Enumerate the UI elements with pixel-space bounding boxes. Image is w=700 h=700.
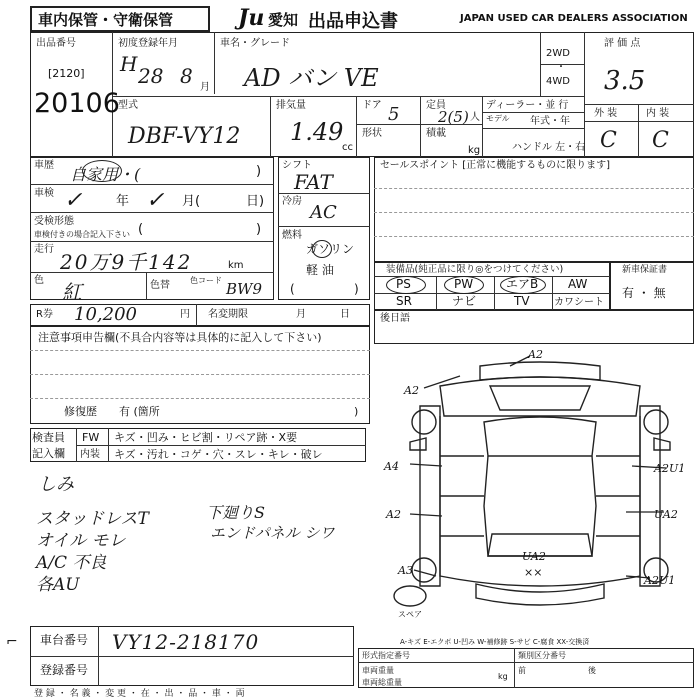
doors-label: ドア: [362, 100, 382, 111]
score-value: 3.5: [604, 66, 646, 96]
vehicle-weight-label: 車両重量: [362, 666, 394, 675]
load-label: 積載: [426, 128, 446, 139]
color-value: 紅: [62, 280, 82, 304]
fuel-diesel: 軽 油: [306, 263, 334, 277]
doors-value: 5: [388, 104, 400, 125]
notes-repair-close: ): [354, 405, 359, 418]
color-code-label: 色コード: [190, 276, 222, 285]
shift-label: シフト: [282, 160, 312, 171]
score-label: 評 価 点: [604, 38, 641, 49]
ju-logo: Ju: [238, 5, 265, 31]
inspection-month: 月(: [182, 194, 201, 209]
equip-airbag-circle: [500, 276, 546, 294]
reception-label: 受検形態: [34, 216, 74, 227]
inspector-label-2: 記入欄: [32, 447, 65, 460]
dealer-parallel: ディーラー・並 行: [486, 100, 569, 111]
fuel-close: ): [354, 282, 359, 296]
displacement-value: 1.49: [290, 118, 344, 146]
name-change-day: 日: [340, 309, 350, 320]
history-label: 車歴: [34, 160, 54, 171]
equip-ps: PS: [396, 277, 411, 291]
recycle-label: R券: [36, 309, 53, 320]
damage-legend: A-キズ E-エクボ U-凹み W-補修跡 S-サビ C-腐食 XX-交換済: [400, 638, 590, 646]
diag-label-rear-center: UA2: [522, 550, 546, 563]
fuel-open: (: [290, 282, 295, 296]
mileage-value: 20万9千142: [60, 250, 193, 274]
warranty-value: 有 ・ 無: [622, 286, 666, 300]
form-title: 出品申込書: [308, 11, 398, 32]
mileage-label: 走行: [34, 244, 54, 255]
exterior-label: 外 装: [594, 108, 618, 119]
reception-open: (: [138, 222, 144, 237]
lot-number: 20106: [34, 88, 120, 119]
chassis-value: VY12-218170: [112, 630, 260, 654]
diag-label-rear-left: A3: [398, 564, 413, 577]
type-number-label: 形式指定番号: [362, 651, 410, 660]
inspector-label-1: 検査員: [32, 431, 65, 444]
storage-label: 車内保管・守衛保管: [38, 11, 174, 29]
name-grade-label: 車名・グレード: [220, 38, 290, 49]
mileage-unit: km: [228, 260, 244, 271]
color-code-value: BW9: [226, 280, 262, 298]
diag-label-rear-exchange: ××: [524, 566, 543, 579]
drive-dot: ・: [556, 62, 566, 73]
region-label: 愛知: [268, 11, 299, 29]
shape-label: 形状: [362, 128, 382, 139]
dealer-model-label: モデル: [486, 114, 510, 123]
inspection-mark-1: ✓: [64, 188, 83, 213]
registration-label: 初度登録年月: [118, 38, 178, 49]
inspector-interior: 内装: [80, 449, 100, 460]
model-label: 型式: [118, 100, 138, 111]
weight-rear: 後: [588, 666, 596, 675]
interior-label: 内 装: [646, 108, 670, 119]
diag-spare-label: スペア: [398, 610, 422, 619]
reception-note: 車検付きの場合記入下さい: [34, 230, 130, 239]
postscript-label: 後日語: [380, 313, 410, 324]
equip-sr: SR: [396, 294, 412, 308]
diag-label-left-rear: A2: [386, 508, 401, 521]
equip-navi: ナビ: [452, 294, 477, 308]
equip-aw: AW: [568, 277, 588, 291]
drive-2wd: 2WD: [546, 48, 570, 59]
diag-label-rear-right: A2U1: [644, 574, 676, 587]
reception-close: ): [256, 222, 262, 237]
name-change-label: 名変期限: [208, 309, 248, 320]
equip-leather: カワシート: [554, 297, 604, 308]
drive-4wd: 4WD: [546, 76, 570, 87]
notes-label: 注意事項申告欄(不具合内容等は具体的に記入して下さい): [38, 331, 322, 344]
category-number-label: 類別区分番号: [518, 651, 566, 660]
remark-2: スタッドレスT: [36, 509, 149, 529]
warranty-label: 新車保証書: [622, 265, 668, 275]
dealer-model-values: 年式・年: [530, 116, 570, 127]
recycle-unit: 円: [180, 309, 190, 320]
capacity-unit: 人: [470, 112, 480, 123]
equip-ps-circle: [386, 276, 426, 294]
remark-5: 各AU: [36, 575, 80, 595]
inspection-year: 年: [116, 194, 130, 209]
history-close: ): [256, 164, 262, 179]
fuel-gas: ガソリン: [306, 242, 355, 256]
side-mark: ⌐: [6, 634, 18, 650]
equipment-label: 装備品(純正品に限り◎をつけてください): [386, 264, 564, 275]
displacement-label: 排気量: [276, 100, 306, 111]
car-damage-diagram: [380, 346, 694, 636]
shift-value: FAT: [294, 170, 333, 194]
registration-era: H: [120, 52, 138, 76]
capacity-value: 2(5): [438, 108, 469, 126]
dealer-handle: ハンドル 左・右: [512, 142, 586, 153]
fuel-circle: [312, 240, 332, 258]
selling-points-section: [374, 157, 694, 262]
weight-kg: kg: [498, 672, 508, 681]
equip-airbag: エアB: [506, 277, 539, 291]
history-circle: [82, 160, 122, 182]
capacity-label: 定員: [426, 100, 446, 111]
registration-year: 28: [138, 64, 164, 88]
inspector-fw: FW: [82, 431, 100, 444]
interior-value: C: [652, 128, 669, 153]
lot-label: 出品番号: [36, 38, 76, 49]
fuel-label: 燃料: [282, 230, 302, 241]
reg-number-label: 登録番号: [40, 663, 89, 677]
inspector-fw-items: キズ・凹み・ヒビ割・リペア跡・X要: [114, 431, 298, 444]
name-grade-value: AD バン VE: [244, 64, 379, 92]
equip-pw-circle: [444, 276, 484, 294]
ac-value: AC: [310, 202, 337, 223]
name-change-month: 月: [296, 309, 306, 320]
exterior-value: C: [600, 128, 617, 153]
color-swap-label: 色替: [150, 280, 170, 291]
color-label: 色: [34, 275, 44, 286]
equip-pw: PW: [454, 277, 474, 291]
weight-front: 前: [518, 666, 526, 675]
footer-strip: 登 録 ・ 名 義 ・ 変 更 ・ 在 ・ 出 ・ 品 ・ 車 ・ 両: [34, 689, 245, 699]
inspection-mark-2: ✓: [146, 188, 165, 213]
selling-points-label: セールスポイント [正常に機能するものに限ります]: [380, 160, 611, 171]
diag-label-right-rear: UA2: [654, 508, 678, 521]
postscript-section: [374, 310, 694, 344]
lot-sub: [2120]: [48, 67, 85, 80]
remark-3: オイル モレ: [36, 531, 126, 551]
model-value: DBF-VY12: [128, 124, 241, 149]
remark-4: A/C 不良: [36, 553, 107, 573]
diag-label-front-left: A2: [404, 384, 419, 397]
ac-label: 冷房: [282, 196, 302, 207]
recycle-value: 10,200: [74, 304, 137, 325]
history-value: 自家用・(: [70, 165, 141, 184]
diag-label-left-door: A4: [384, 460, 399, 473]
remark-right-1: 下廻りS: [206, 503, 265, 522]
inspector-interior-items: キズ・汚れ・コゲ・穴・スレ・キレ・破レ: [114, 448, 323, 461]
equip-tv: TV: [514, 294, 530, 308]
association-name: JAPAN USED CAR DEALERS ASSOCIATION: [460, 13, 688, 24]
displacement-unit: cc: [342, 142, 353, 153]
chassis-label: 車台番号: [40, 633, 89, 647]
inspection-day: 日): [246, 194, 265, 209]
total-weight-label: 車両総重量: [362, 678, 402, 687]
diag-label-top: A2: [528, 348, 543, 361]
remark-right-2: エンドパネル シワ: [210, 524, 335, 542]
diag-label-right-door: A2U1: [654, 462, 686, 475]
inspection-label: 車検: [34, 188, 54, 199]
remark-1: しみ: [38, 474, 74, 495]
registration-month: 8: [180, 64, 193, 88]
notes-repair: 修復歴 有 (箇所: [64, 405, 160, 418]
load-unit: kg: [468, 145, 481, 156]
registration-month-unit: 月: [200, 82, 210, 93]
